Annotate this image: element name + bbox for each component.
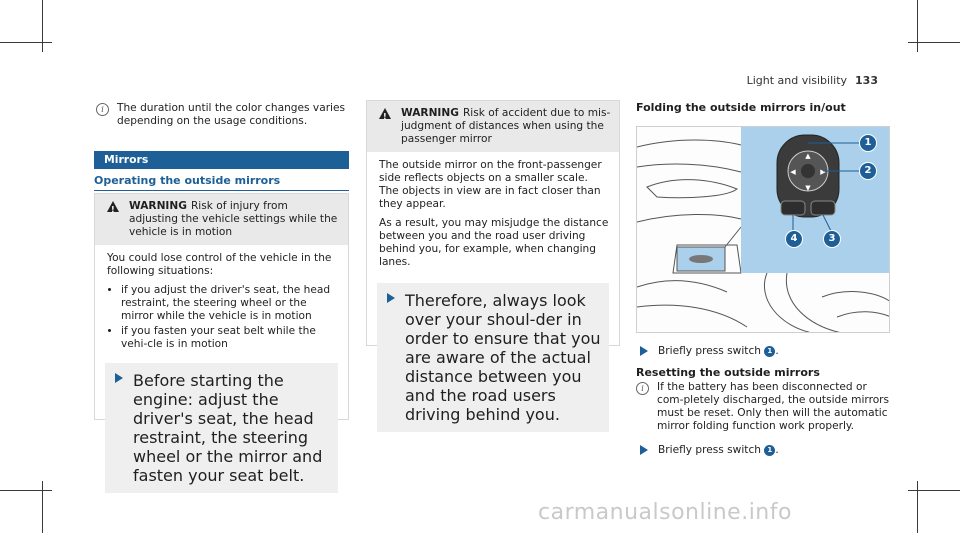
warning-action [105, 363, 338, 493]
intro-note [96, 102, 346, 128]
action-arrow-icon [640, 346, 648, 356]
warning-icon [107, 201, 119, 212]
warning-box-injury [94, 193, 349, 485]
crop-mark [908, 42, 960, 43]
crop-mark [42, 0, 43, 52]
warning-title: Risk of accident due to mis-judgment of distances when using the passenger mirror [401, 107, 611, 145]
action-arrow-icon [115, 373, 123, 383]
watermark: carmanualsonline.info [538, 500, 792, 525]
crop-mark [0, 490, 52, 491]
warning-label: WARNING [129, 200, 187, 212]
step-press-switch-2 [640, 444, 779, 457]
reset-heading: Resetting the outside mirrors [636, 366, 820, 379]
crop-mark [0, 42, 52, 43]
callout-2: 2 [859, 162, 877, 180]
warning-label: WARNING [401, 107, 459, 119]
list-item: • if you adjust the driver's seat, the head restraint, the steering wheel or the mirror while the vehicle is in motion [121, 284, 338, 323]
warning-body-text: The outside mirror on the front-passenger side reflects objects on a smaller scale. The objects in view are in fact closer than they appear. [379, 159, 602, 210]
callout-4: 4 [785, 230, 803, 248]
info-icon: i [96, 103, 109, 116]
svg-text:◀: ◀ [790, 168, 796, 176]
page-header [747, 74, 878, 87]
step-text-end: . [775, 444, 779, 456]
warning-body-text: You could lose control of the vehicle in the following situations: [107, 252, 332, 277]
switch-badge: 1 [764, 346, 775, 357]
warning-action [377, 283, 609, 432]
switch-inset [741, 127, 890, 273]
crop-mark [908, 490, 960, 491]
page-number: 133 [855, 74, 878, 87]
list-item: • if you fasten your seat belt while the vehi-cle is in motion [121, 325, 338, 351]
svg-text:▶: ▶ [820, 168, 826, 176]
step-text: Briefly press switch [658, 345, 761, 357]
warning-bullet-list [107, 284, 338, 351]
folding-heading: Folding the outside mirrors in/out [636, 101, 846, 114]
warning-body-text: As a result, you may misjudge the distance between you and the road user driving behind you, for example, when changing lanes. [379, 217, 609, 268]
warning-action-text: Before starting the engine: adjust the driver's seat, the head restraint, the steering wheel or the mirror and fasten your seat belt. [133, 371, 323, 485]
callout-3: 3 [823, 230, 841, 248]
svg-text:▼: ▼ [805, 184, 811, 192]
step-text: Briefly press switch [658, 444, 761, 456]
info-icon: i [636, 382, 649, 395]
reset-note-text: If the battery has been disconnected or com-pletely discharged, the outside mirrors must be reset. Only then will the automatic mirror folding function work properly. [657, 381, 890, 432]
mirror-switch-illustration [636, 126, 890, 333]
action-arrow-icon [640, 445, 648, 455]
warning-box-accident [366, 100, 620, 424]
warning-header [95, 194, 348, 245]
reset-note [636, 381, 890, 433]
warning-title: Risk of injury from adjusting the vehicle settings while the vehicle is in motion [129, 200, 338, 238]
crop-mark [917, 0, 918, 52]
section-name: Light and visibility [746, 74, 848, 87]
warning-body [367, 152, 619, 283]
callout-1: 1 [859, 134, 877, 152]
warning-header [367, 101, 619, 152]
warning-icon [379, 108, 391, 119]
svg-text:▲: ▲ [805, 152, 811, 160]
warning-action-text: Therefore, always look over your shoul-der in order to ensure that you are aware of the actual distance between you and the road users driving behind you. [405, 291, 601, 424]
crop-mark [917, 481, 918, 533]
warning-body [95, 245, 348, 363]
section-title: Mirrors [94, 151, 349, 169]
subsection-title: Operating the outside mirrors [94, 174, 349, 191]
crop-mark [42, 481, 43, 533]
action-arrow-icon [387, 293, 395, 303]
step-text-end: . [775, 345, 779, 357]
intro-note-text: The duration until the color changes varies depending on the usage conditions. [117, 102, 346, 127]
step-press-switch [640, 345, 779, 358]
switch-badge: 1 [764, 445, 775, 456]
